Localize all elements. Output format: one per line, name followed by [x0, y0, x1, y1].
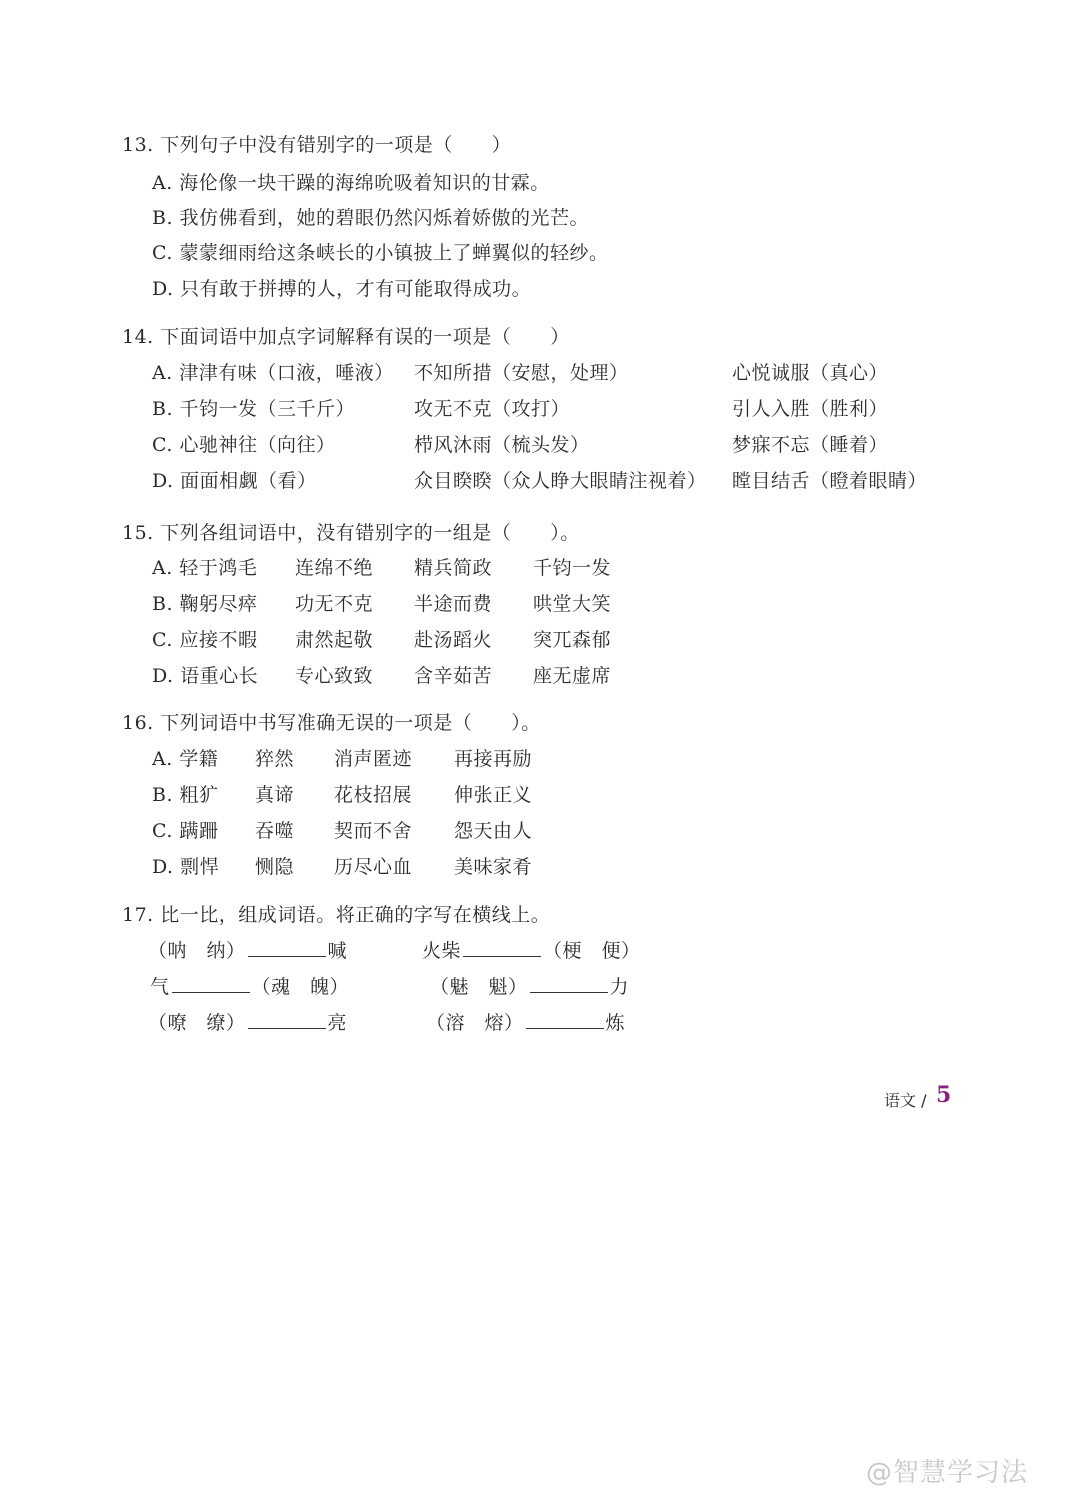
- q14-d-col1: D. 面面相觑（看）: [152, 470, 317, 492]
- q17-r3b-choices: （溶 熔）: [426, 1012, 524, 1034]
- q15-b-4: 哄堂大笑: [533, 593, 612, 615]
- q15-c-3: 赴汤蹈火: [414, 629, 493, 651]
- q14-b-col3: 引人入胜（胜利）: [732, 398, 889, 420]
- q15-b-3: 半途而费: [414, 593, 493, 615]
- q17-row2-right: [430, 972, 629, 999]
- q13-option-b: B. 我仿佛看到，她的碧眼仍然闪烁着娇傲的光芒。: [152, 207, 590, 229]
- q16-d-2: 恻隐: [255, 856, 295, 878]
- q13-option-d: D. 只有敢于拼搏的人，才有可能取得成功。: [152, 278, 532, 300]
- question-15-stem: 15. 下列各组词语中，没有错别字的一组是（ ）。: [122, 522, 580, 544]
- question-13-stem: 13. 下列句子中没有错别字的一项是（ ）: [122, 134, 512, 156]
- q17-r3b-char: 炼: [605, 1012, 626, 1034]
- question-17-stem: 17. 比一比，组成词语。将正确的字写在横线上。: [122, 904, 551, 926]
- footer-subject-label: 语文 /: [884, 1091, 927, 1110]
- q16-a-2: 猝然: [255, 748, 295, 770]
- q17-row3-left: [148, 1008, 347, 1035]
- q15-a-2: 连绵不绝: [295, 557, 374, 579]
- q16-b-1: B. 粗犷: [152, 784, 219, 806]
- q15-d-1: D. 语重心长: [152, 665, 259, 687]
- q15-a-1: A. 轻于鸿毛: [152, 557, 258, 579]
- q17-r1a-blank[interactable]: [248, 938, 326, 957]
- q15-c-1: C. 应接不暇: [152, 629, 258, 651]
- watermark: @智慧学习法: [866, 1458, 1029, 1488]
- q14-d-col3: 瞠目结舌（瞪着眼睛）: [732, 470, 928, 492]
- q13-option-a: A. 海伦像一块干躁的海绵吮吸着知识的甘霖。: [152, 172, 550, 194]
- q15-c-4: 突兀森郁: [533, 629, 612, 651]
- q14-b-col1: B. 千钧一发（三千斤）: [152, 398, 356, 420]
- q15-a-3: 精兵简政: [414, 557, 493, 579]
- question-14-stem: 14. 下面词语中加点字词解释有误的一项是（ ）: [122, 326, 570, 348]
- q16-a-1: A. 学籍: [152, 748, 219, 770]
- page-number: 5: [936, 1082, 952, 1108]
- q17-row3-right: [426, 1008, 625, 1035]
- q16-a-3: 消声匿迹: [334, 748, 413, 770]
- q17-r1b-choices: （梗 便）: [543, 940, 641, 962]
- q16-b-4: 伸张正义: [454, 784, 533, 806]
- q15-b-2: 功无不克: [295, 593, 374, 615]
- q13-option-c: C. 蒙蒙细雨给这条峡长的小镇披上了蝉翼似的轻纱。: [152, 242, 609, 264]
- q17-r2b-blank[interactable]: [530, 974, 608, 993]
- q14-d-col2: 众目睽睽（众人睁大眼睛注视着）: [414, 470, 707, 492]
- q17-r1b-blank[interactable]: [463, 938, 541, 957]
- q17-r3a-blank[interactable]: [248, 1010, 326, 1029]
- q14-a-col1: A. 津津有味（口液，唾液）: [152, 362, 394, 384]
- q16-d-1: D. 剽悍: [152, 856, 220, 878]
- q16-c-4: 怨天由人: [454, 820, 533, 842]
- question-16-stem: 16. 下列词语中书写准确无误的一项是（ ）。: [122, 712, 541, 734]
- q16-d-3: 历尽心血: [334, 856, 413, 878]
- q16-c-3: 契而不舍: [334, 820, 413, 842]
- q17-r2a-blank[interactable]: [172, 974, 250, 993]
- q17-row1-right: [422, 936, 641, 963]
- q17-r2b-char: 力: [609, 976, 630, 998]
- q15-b-1: B. 鞠躬尽瘁: [152, 593, 258, 615]
- q17-r2a-char: 气: [150, 976, 170, 998]
- q16-a-4: 再接再励: [454, 748, 533, 770]
- q14-b-col2: 攻无不克（攻打）: [414, 398, 571, 420]
- q17-row2-left: [150, 972, 349, 999]
- q16-d-4: 美味家肴: [454, 856, 533, 878]
- q14-c-col3: 梦寐不忘（睡着）: [732, 434, 889, 456]
- q17-r1a-char: 喊: [327, 940, 348, 962]
- q17-r2a-choices: （魂 魄）: [251, 976, 350, 998]
- q14-c-col2: 栉风沐雨（梳头发）: [414, 434, 590, 456]
- q17-r3a-choices: （嘹 缭）: [148, 1012, 246, 1034]
- q17-r2b-choices: （魅 魁）: [430, 976, 528, 998]
- q14-a-col2: 不知所措（安慰，处理）: [414, 362, 629, 384]
- q17-r1b-word: 火柴: [422, 940, 462, 962]
- q16-b-2: 真谛: [255, 784, 295, 806]
- q14-a-col3: 心悦诚服（真心）: [732, 362, 889, 384]
- q14-c-col1: C. 心驰神往（向往）: [152, 434, 336, 456]
- q16-b-3: 花枝招展: [334, 784, 413, 806]
- q15-c-2: 肃然起敬: [295, 629, 374, 651]
- q17-r3a-char: 亮: [327, 1012, 348, 1034]
- q15-d-3: 含辛茹苦: [414, 665, 493, 687]
- q17-r1a-choices: （呐 纳）: [148, 940, 246, 962]
- q17-r3b-blank[interactable]: [526, 1010, 604, 1029]
- q15-a-4: 千钧一发: [533, 557, 612, 579]
- q15-d-4: 座无虚席: [533, 665, 612, 687]
- q17-row1-left: [148, 936, 347, 963]
- q16-c-1: C. 蹒跚: [152, 820, 219, 842]
- q16-c-2: 吞噬: [255, 820, 295, 842]
- q15-d-2: 专心致致: [295, 665, 374, 687]
